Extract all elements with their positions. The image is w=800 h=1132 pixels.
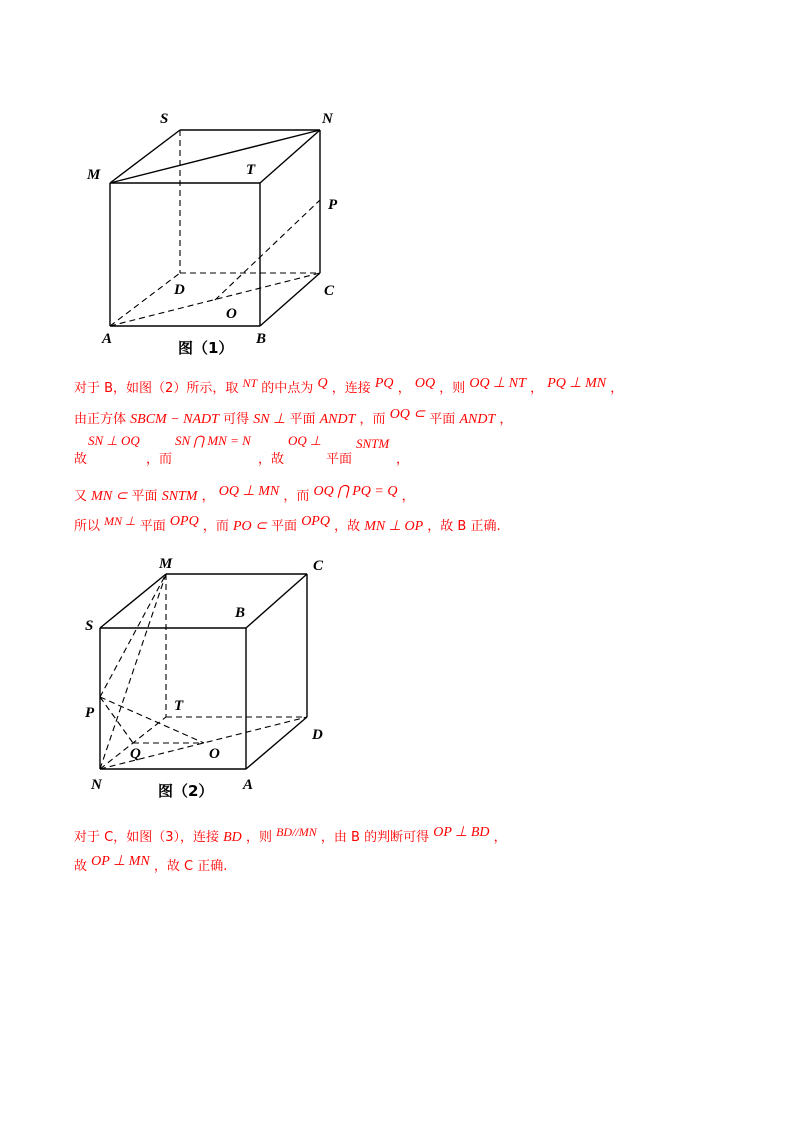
seg-OP (215, 200, 320, 300)
word-gu-1: 故 (74, 452, 88, 467)
label-D: D (174, 282, 185, 298)
label-A2: A (243, 777, 254, 793)
edge-MS (110, 130, 180, 183)
label-C: C (324, 283, 335, 299)
text-line-7: 对于 C，如图（3），连接 BD ，则 BD//MN ，由 B 的判断可得 OP ⊥ BD ， (74, 825, 507, 845)
text-line-6: 所以 MN ⊥ 平面 OPQ ，而 PO ⊂ 平面 OPQ ，故 MN ⊥ OP ，故 B 正确. (74, 514, 501, 534)
label-T2: T (174, 698, 184, 714)
formula-sntm: SNTM (356, 436, 390, 451)
label-B: B (256, 331, 267, 347)
label-M: M (87, 167, 101, 183)
edge-AD (110, 273, 180, 326)
label-B2: B (235, 605, 246, 621)
label-O: O (226, 306, 237, 322)
text-line-8: 故 OP ⊥ MN ，故 C 正确. (74, 854, 228, 874)
word-comma: ， (396, 452, 410, 467)
word-pingmian: 平面 (326, 452, 353, 467)
formula-sn-cap-mn: SN ⋂ MN = N (175, 433, 251, 448)
label-M2: M (159, 556, 173, 572)
formula-sn-perp-oq: SN ⊥ OQ (88, 433, 140, 448)
formula-oq-perp: OQ ⊥ (288, 433, 322, 448)
figure-2-cube (100, 574, 307, 769)
text-line-2: 由正方体 SBCM − NADT 可得 SN ⊥ 平面 ANDT ，而 OQ ⊂ 平面 ANDT ， (74, 407, 513, 427)
label-P2: P (85, 705, 95, 721)
label-N: N (322, 111, 333, 127)
seg-PM (100, 574, 166, 697)
diag-MN (110, 130, 320, 183)
label-D2: D (312, 727, 323, 743)
edge-SM (100, 574, 166, 628)
seg-PO (100, 697, 204, 743)
label-S2: S (85, 618, 94, 634)
label-A: A (102, 331, 113, 347)
label-N2: N (91, 777, 102, 793)
label-S: S (160, 111, 169, 127)
label-Q2: Q (130, 746, 141, 762)
figure-2-caption: 图（2） (158, 782, 214, 800)
label-P: P (328, 197, 338, 213)
word-er: ，而 (146, 452, 173, 467)
figure-1-caption: 图（1） (178, 339, 234, 357)
word-gu-2: ，故 (258, 452, 285, 467)
text-line-1: 对于 B，如图（2）所示，取 NT 的中点为 Q ，连接 PQ ， OQ ，则 OQ ⊥ NT ， PQ ⊥ MN ， (74, 376, 624, 396)
figure-1-cube (110, 130, 320, 326)
text-line-5: 又 MN ⊂ 平面 SNTM ， OQ ⊥ MN ，而 OQ ⋂ PQ = Q ， (74, 484, 415, 504)
diag-NM (100, 574, 166, 769)
label-T: T (246, 162, 256, 178)
edge-BC2 (246, 574, 307, 628)
label-O2: O (209, 746, 220, 762)
label-C2: C (313, 558, 324, 574)
